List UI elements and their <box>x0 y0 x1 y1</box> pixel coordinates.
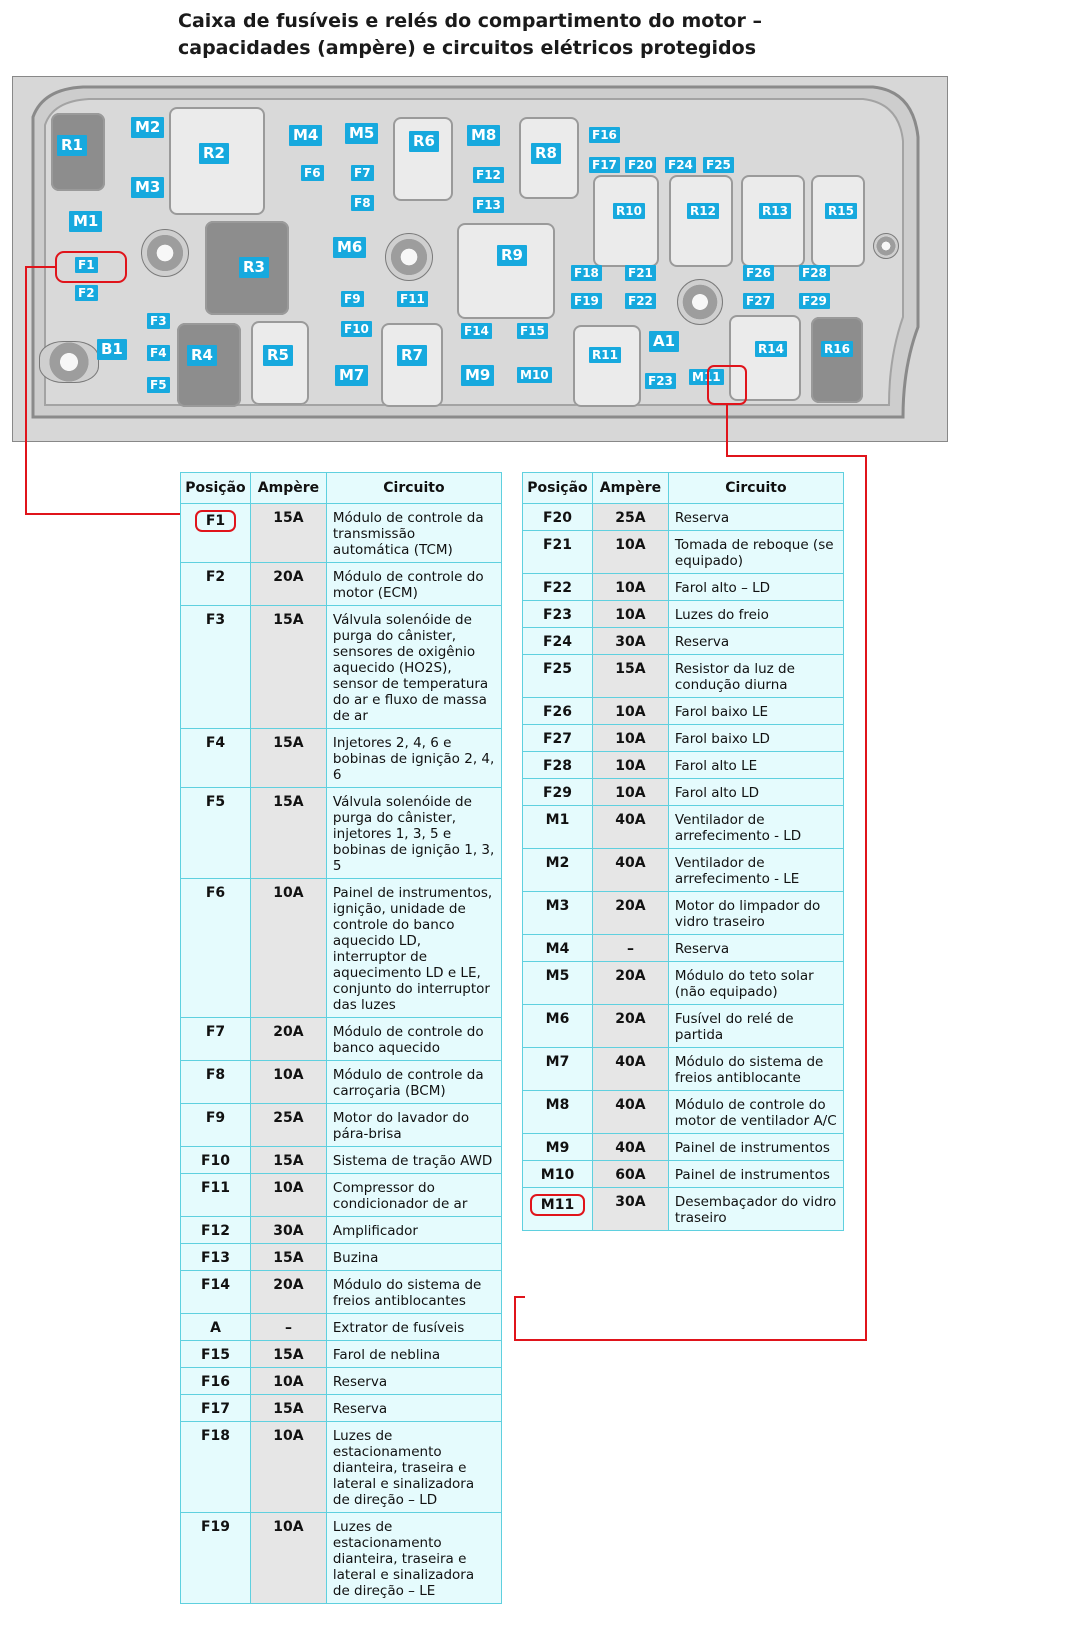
fuse-box-diagram <box>12 76 948 442</box>
position-value: F9 <box>205 1110 226 1126</box>
left-fuse-table <box>180 472 502 1604</box>
position-cell <box>523 628 593 655</box>
position-cell <box>181 1395 251 1422</box>
circuit-cell: Painel de instrumentos <box>668 1134 843 1161</box>
label-R2: R2 <box>199 143 229 164</box>
label-F20: F20 <box>625 157 656 173</box>
position-cell <box>181 729 251 788</box>
ampere-cell: 40A <box>592 1048 668 1091</box>
position-value: F21 <box>542 537 573 553</box>
label-F26: F26 <box>743 265 774 281</box>
circuit-cell: Luzes de estacionamento dianteira, traseira e lateral e sinalizadora de direção – LD <box>326 1422 501 1513</box>
ampere-cell: 30A <box>592 628 668 655</box>
ampere-cell: 10A <box>250 879 326 1018</box>
table-row <box>181 788 502 879</box>
position-cell <box>523 849 593 892</box>
label-F29: F29 <box>799 293 830 309</box>
position-value: F26 <box>542 704 573 720</box>
label-R5: R5 <box>263 345 293 366</box>
position-cell <box>523 725 593 752</box>
position-cell <box>523 601 593 628</box>
position-cell <box>523 574 593 601</box>
ampere-cell: 40A <box>592 849 668 892</box>
position-cell <box>181 1341 251 1368</box>
label-R12: R12 <box>687 203 719 219</box>
position-value: M6 <box>545 1011 570 1027</box>
position-value: M8 <box>545 1097 570 1113</box>
ampere-cell: 30A <box>250 1217 326 1244</box>
relay-r13 <box>741 175 805 267</box>
ampere-cell: 40A <box>592 806 668 849</box>
label-R15: R15 <box>825 203 857 219</box>
right-fuse-table <box>522 472 844 1231</box>
table-row <box>523 1091 844 1134</box>
label-F17: F17 <box>589 157 620 173</box>
ampere-cell: 30A <box>592 1188 668 1231</box>
label-F15: F15 <box>517 323 548 339</box>
label-M3: M3 <box>131 177 164 198</box>
label-F5: F5 <box>147 377 170 393</box>
label-M9: M9 <box>461 365 494 386</box>
position-value: M1 <box>545 812 570 828</box>
label-F24: F24 <box>665 157 696 173</box>
circuit-cell: Desembaçador do vidro traseiro <box>668 1188 843 1231</box>
position-value: F20 <box>542 510 573 526</box>
position-value: F11 <box>200 1180 231 1196</box>
position-cell <box>181 1104 251 1147</box>
relay-r15 <box>811 175 865 267</box>
circuit-cell: Buzina <box>326 1244 501 1271</box>
position-value: F16 <box>200 1374 231 1390</box>
circuit-cell: Resistor da luz de condução diurna <box>668 655 843 698</box>
table-row <box>523 531 844 574</box>
ampere-cell: 10A <box>592 531 668 574</box>
label-F3: F3 <box>147 313 170 329</box>
table-row <box>523 892 844 935</box>
label-F21: F21 <box>625 265 656 281</box>
circuit-cell: Módulo do sistema de freios antiblocantes <box>326 1271 501 1314</box>
label-R10: R10 <box>613 203 645 219</box>
label-F10: F10 <box>341 321 372 337</box>
circuit-cell: Farol alto LD <box>668 779 843 806</box>
position-cell <box>523 1188 593 1231</box>
label-F27: F27 <box>743 293 774 309</box>
position-value: F13 <box>200 1250 231 1266</box>
position-cell <box>181 606 251 729</box>
bolt-right <box>677 279 723 325</box>
ampere-cell: 10A <box>250 1422 326 1513</box>
position-value: F6 <box>205 885 226 901</box>
position-value: F8 <box>205 1067 226 1083</box>
label-M7: M7 <box>335 365 368 386</box>
table-row <box>181 1422 502 1513</box>
table-row <box>523 849 844 892</box>
ampere-cell: 15A <box>250 606 326 729</box>
position-value: F18 <box>200 1428 231 1444</box>
table-row <box>523 574 844 601</box>
ampere-cell: 10A <box>592 752 668 779</box>
position-value: F17 <box>200 1401 231 1417</box>
position-value: F2 <box>205 569 226 585</box>
circuit-cell: Painel de instrumentos, ignição, unidade de controle do banco aquecido LD, interruptor de aquecimento LD e LE, conjunto do interruptor das luzes <box>326 879 501 1018</box>
col-header-ampere: Ampère <box>250 473 326 504</box>
relay-r12 <box>669 175 733 267</box>
ampere-cell: 60A <box>592 1161 668 1188</box>
ampere-cell: 10A <box>592 698 668 725</box>
circuit-cell: Válvula solenóide de purga do cânister, sensores de oxigênio aquecido (HO2S), sensor de temperatura do ar e fluxo de massa de ar <box>326 606 501 729</box>
table-row <box>523 806 844 849</box>
table-row <box>181 1395 502 1422</box>
table-row <box>523 752 844 779</box>
circuit-cell: Injetores 2, 4, 6 e bobinas de ignição 2, 4, 6 <box>326 729 501 788</box>
position-cell <box>181 1244 251 1271</box>
position-value: M3 <box>545 898 570 914</box>
ampere-cell: 15A <box>250 1395 326 1422</box>
table-row <box>181 1104 502 1147</box>
position-cell <box>181 1147 251 1174</box>
circuit-cell: Reserva <box>326 1395 501 1422</box>
label-M10: M10 <box>517 367 552 383</box>
ampere-cell: 40A <box>592 1134 668 1161</box>
circuit-cell: Sistema de tração AWD <box>326 1147 501 1174</box>
position-cell <box>181 1271 251 1314</box>
position-value: F10 <box>200 1153 231 1169</box>
circuit-cell: Painel de instrumentos <box>668 1161 843 1188</box>
position-value: F29 <box>542 785 573 801</box>
ampere-cell: 15A <box>250 1244 326 1271</box>
ampere-cell: 15A <box>592 655 668 698</box>
circuit-cell: Reserva <box>668 935 843 962</box>
ampere-cell: 10A <box>250 1061 326 1104</box>
table-row <box>523 1188 844 1231</box>
circuit-cell: Farol alto – LD <box>668 574 843 601</box>
position-value: F23 <box>542 607 573 623</box>
position-value: M2 <box>545 855 570 871</box>
ampere-cell: 20A <box>592 892 668 935</box>
table-row <box>523 698 844 725</box>
label-F2: F2 <box>75 285 98 301</box>
position-value: F12 <box>200 1223 231 1239</box>
position-cell <box>181 879 251 1018</box>
table-row <box>523 725 844 752</box>
position-cell <box>181 563 251 606</box>
table-row <box>523 655 844 698</box>
table-row <box>181 1061 502 1104</box>
label-R14: R14 <box>755 341 787 357</box>
position-value: F27 <box>542 731 573 747</box>
label-F6: F6 <box>301 165 324 181</box>
label-M5: M5 <box>345 123 378 144</box>
ampere-cell: 10A <box>250 1513 326 1604</box>
circuit-cell: Amplificador <box>326 1217 501 1244</box>
ampere-cell: 15A <box>250 788 326 879</box>
table-row <box>181 1368 502 1395</box>
ampere-cell: 20A <box>592 1005 668 1048</box>
ampere-cell: 20A <box>592 962 668 1005</box>
position-cell <box>523 504 593 531</box>
ampere-cell: 15A <box>250 1147 326 1174</box>
label-R13: R13 <box>759 203 791 219</box>
bolt-left <box>141 229 189 277</box>
circuit-cell: Módulo de controle do motor de ventilador A/C <box>668 1091 843 1134</box>
position-cell <box>523 1091 593 1134</box>
position-value: M11 <box>530 1194 585 1216</box>
relay-r16 <box>811 317 863 403</box>
circuit-cell: Tomada de reboque (se equipado) <box>668 531 843 574</box>
label-B1: B1 <box>97 339 127 360</box>
position-cell <box>181 1314 251 1341</box>
battery-terminal <box>39 341 99 383</box>
position-value: M10 <box>540 1167 575 1183</box>
table-row <box>523 1005 844 1048</box>
label-A1: A1 <box>649 331 679 352</box>
title-line-1: Caixa de fusíveis e relés do compartimento do motor – <box>178 10 762 32</box>
circuit-cell: Luzes do freio <box>668 601 843 628</box>
circuit-cell: Módulo do sistema de freios antiblocante <box>668 1048 843 1091</box>
position-cell <box>181 788 251 879</box>
position-value: F25 <box>542 661 573 677</box>
circuit-cell: Módulo de controle da carroçaria (BCM) <box>326 1061 501 1104</box>
circuit-cell: Reserva <box>326 1368 501 1395</box>
position-cell <box>181 1368 251 1395</box>
ampere-cell: 15A <box>250 1341 326 1368</box>
ampere-cell: 10A <box>592 601 668 628</box>
position-cell <box>181 1217 251 1244</box>
label-F11: F11 <box>397 291 428 307</box>
relay-r6 <box>393 117 453 201</box>
position-cell <box>523 698 593 725</box>
label-F19: F19 <box>571 293 602 309</box>
position-value: F14 <box>200 1277 231 1293</box>
label-R1: R1 <box>57 135 87 156</box>
label-F14: F14 <box>461 323 492 339</box>
position-cell <box>523 935 593 962</box>
col-header-position: Posição <box>523 473 593 504</box>
circuit-cell: Motor do limpador do vidro traseiro <box>668 892 843 935</box>
label-F23: F23 <box>645 373 676 389</box>
position-value: F5 <box>205 794 226 810</box>
position-value: M5 <box>545 968 570 984</box>
table-row <box>181 606 502 729</box>
position-value: F1 <box>195 510 236 532</box>
relay-r9 <box>457 223 555 319</box>
position-cell <box>523 752 593 779</box>
relay-r14 <box>729 315 801 401</box>
position-cell <box>181 1513 251 1604</box>
circuit-cell: Ventilador de arrefecimento - LE <box>668 849 843 892</box>
label-R11: R11 <box>589 347 621 363</box>
table-row <box>523 935 844 962</box>
position-cell <box>523 1134 593 1161</box>
table-row <box>181 563 502 606</box>
label-R8: R8 <box>531 143 561 164</box>
label-R16: R16 <box>821 341 853 357</box>
label-F8: F8 <box>351 195 374 211</box>
label-F7: F7 <box>351 165 374 181</box>
table-row <box>523 779 844 806</box>
label-F22: F22 <box>625 293 656 309</box>
table-row <box>523 504 844 531</box>
table-row <box>181 1341 502 1368</box>
position-cell <box>523 1005 593 1048</box>
table-row <box>181 1244 502 1271</box>
label-M1: M1 <box>69 211 102 232</box>
ampere-cell: 10A <box>592 779 668 806</box>
position-value: F3 <box>205 612 226 628</box>
label-M6: M6 <box>333 237 366 258</box>
position-cell <box>523 779 593 806</box>
col-header-circuit: Circuito <box>326 473 501 504</box>
circuit-cell: Módulo de controle do motor (ECM) <box>326 563 501 606</box>
label-M4: M4 <box>289 125 322 146</box>
circuit-cell: Ventilador de arrefecimento - LD <box>668 806 843 849</box>
label-F13: F13 <box>473 197 504 213</box>
label-F16: F16 <box>589 127 620 143</box>
position-value: F24 <box>542 634 573 650</box>
table-row <box>181 879 502 1018</box>
position-value: F28 <box>542 758 573 774</box>
col-header-position: Posição <box>181 473 251 504</box>
bolt-edge <box>873 233 899 259</box>
ampere-cell: 25A <box>592 504 668 531</box>
circuit-cell: Módulo de controle da transmissão automática (TCM) <box>326 504 501 563</box>
circuit-cell: Extrator de fusíveis <box>326 1314 501 1341</box>
label-R6: R6 <box>409 131 439 152</box>
table-row <box>181 504 502 563</box>
position-cell <box>523 655 593 698</box>
table-row <box>181 1147 502 1174</box>
circuit-cell: Módulo de controle do banco aquecido <box>326 1018 501 1061</box>
position-value: A <box>210 1320 221 1336</box>
page-title <box>178 8 762 62</box>
ampere-cell: – <box>592 935 668 962</box>
label-F1: F1 <box>75 257 98 273</box>
label-M11: M11 <box>689 369 724 385</box>
col-header-ampere: Ampère <box>592 473 668 504</box>
ampere-cell: 20A <box>250 1018 326 1061</box>
col-header-circuit: Circuito <box>668 473 843 504</box>
label-F9: F9 <box>341 291 364 307</box>
circuit-cell: Farol baixo LE <box>668 698 843 725</box>
label-R9: R9 <box>497 245 527 266</box>
table-row <box>523 962 844 1005</box>
ampere-cell: 10A <box>250 1174 326 1217</box>
position-value: M7 <box>545 1054 570 1070</box>
circuit-cell: Farol baixo LD <box>668 725 843 752</box>
table-row <box>523 1161 844 1188</box>
label-R7: R7 <box>397 345 427 366</box>
ampere-cell: 15A <box>250 504 326 563</box>
position-cell <box>523 806 593 849</box>
label-F25: F25 <box>703 157 734 173</box>
position-value: F7 <box>205 1024 226 1040</box>
table-row <box>181 1217 502 1244</box>
position-cell <box>181 1061 251 1104</box>
label-R4: R4 <box>187 345 217 366</box>
circuit-cell: Reserva <box>668 628 843 655</box>
position-cell <box>523 531 593 574</box>
circuit-cell: Luzes de estacionamento dianteira, traseira e lateral e sinalizadora de direção – LE <box>326 1513 501 1604</box>
circuit-cell: Farol de neblina <box>326 1341 501 1368</box>
ampere-cell: 20A <box>250 1271 326 1314</box>
table-row <box>181 729 502 788</box>
position-value: F22 <box>542 580 573 596</box>
position-value: M4 <box>545 941 570 957</box>
circuit-cell: Reserva <box>668 504 843 531</box>
position-cell <box>523 962 593 1005</box>
circuit-cell: Módulo do teto solar (não equipado) <box>668 962 843 1005</box>
position-cell <box>181 504 251 563</box>
table-row <box>181 1174 502 1217</box>
label-R3: R3 <box>239 257 269 278</box>
title-line-2: capacidades (ampère) e circuitos elétricos protegidos <box>178 37 757 59</box>
ampere-cell: 10A <box>592 725 668 752</box>
relay-r11 <box>573 325 641 407</box>
table-row <box>181 1271 502 1314</box>
circuit-cell: Compressor do condicionador de ar <box>326 1174 501 1217</box>
position-value: M9 <box>545 1140 570 1156</box>
label-F18: F18 <box>571 265 602 281</box>
label-F28: F28 <box>799 265 830 281</box>
label-F12: F12 <box>473 167 504 183</box>
table-row <box>181 1018 502 1061</box>
position-cell <box>181 1174 251 1217</box>
ampere-cell: 25A <box>250 1104 326 1147</box>
label-M2: M2 <box>131 117 164 138</box>
table-row <box>523 628 844 655</box>
position-value: F19 <box>200 1519 231 1535</box>
ampere-cell: 15A <box>250 729 326 788</box>
label-M8: M8 <box>467 125 500 146</box>
table-row <box>181 1513 502 1604</box>
position-cell <box>523 892 593 935</box>
position-cell <box>181 1018 251 1061</box>
table-row <box>523 1048 844 1091</box>
relay-r10 <box>593 175 659 267</box>
circuit-cell: Farol alto LE <box>668 752 843 779</box>
ampere-cell: 10A <box>250 1368 326 1395</box>
position-value: F15 <box>200 1347 231 1363</box>
position-value: F4 <box>205 735 226 751</box>
ampere-cell: – <box>250 1314 326 1341</box>
table-row <box>523 601 844 628</box>
circuit-cell: Válvula solenóide de purga do cânister, injetores 1, 3, 5 e bobinas de ignição 1, 3, 5 <box>326 788 501 879</box>
position-cell <box>523 1161 593 1188</box>
table-row <box>181 1314 502 1341</box>
position-cell <box>181 1422 251 1513</box>
ampere-cell: 10A <box>592 574 668 601</box>
label-F4: F4 <box>147 345 170 361</box>
position-cell <box>523 1048 593 1091</box>
bolt-center <box>385 233 433 281</box>
circuit-cell: Motor do lavador do pára-brisa <box>326 1104 501 1147</box>
circuit-cell: Fusível do relé de partida <box>668 1005 843 1048</box>
ampere-cell: 20A <box>250 563 326 606</box>
ampere-cell: 40A <box>592 1091 668 1134</box>
table-row <box>523 1134 844 1161</box>
